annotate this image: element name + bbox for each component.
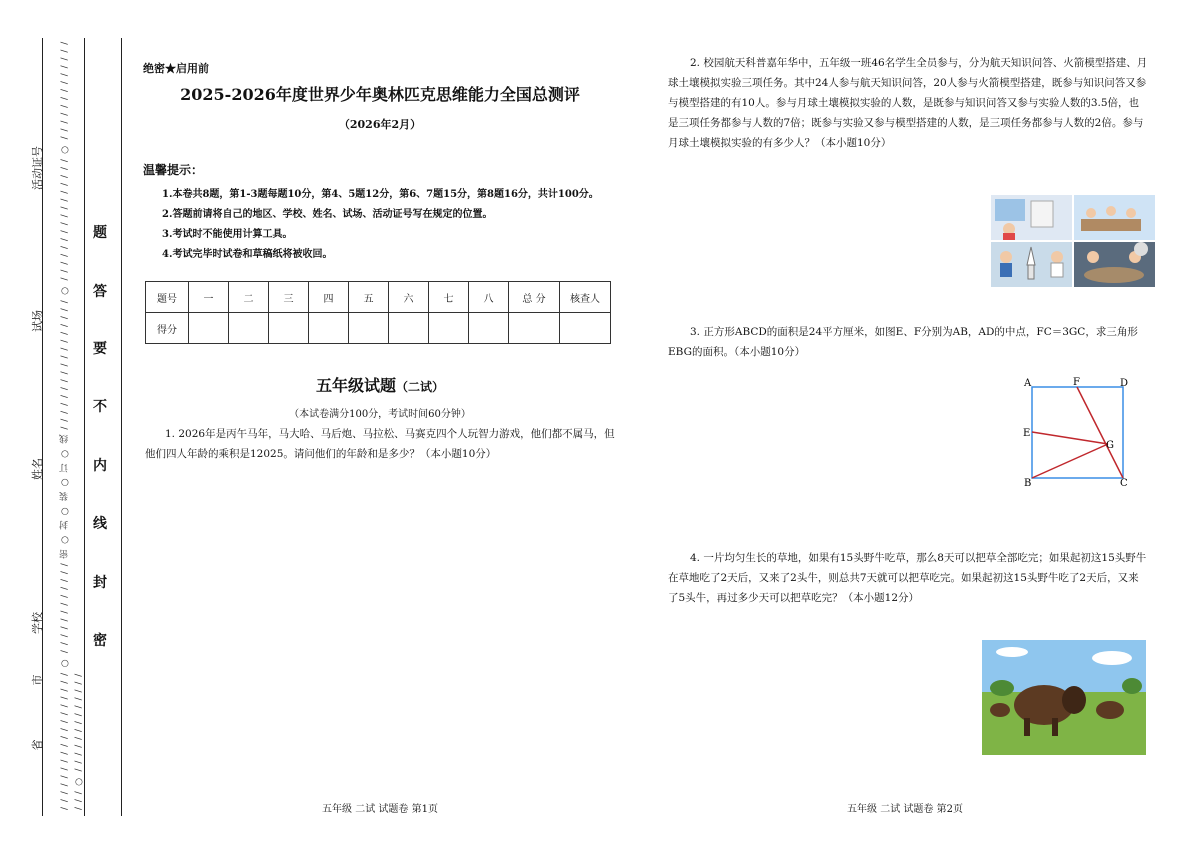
question-4: 4. 一片均匀生长的草地，如果有15头野牛吃草，那么8天可以把草全部吃完；如果起初这15头野牛在草地吃了2天后，又来了2头牛，则总共7天就可以把草吃完。如果起初这15头野牛吃了2天后，又来了5头牛，再过多少天可以把草吃完？（本小题12分） — [668, 552, 1147, 604]
field-venue-label: 试场 — [31, 310, 44, 332]
field-province-label: 省 — [31, 739, 44, 751]
label-b: B — [1024, 478, 1032, 489]
secret-mark: 绝密★启用前 — [143, 62, 209, 75]
exam-note: （本试卷满分100分，考试时间60分钟） — [289, 409, 471, 420]
table-header-cell: 三 — [269, 282, 309, 313]
bison-image — [982, 640, 1146, 755]
tips-list — [162, 185, 599, 265]
warning-char-5: 内 — [93, 458, 107, 474]
score-table — [145, 281, 611, 344]
field-school-label: 学校 — [31, 612, 44, 634]
table-row — [146, 313, 611, 344]
tip-item: 4.考试完毕时试卷和草稿纸将被收回。 — [162, 249, 333, 260]
question-3: 3. 正方形ABCD的面积是24平方厘米，如图E、F分别为AB，AD的中点，FC＝3GC，求三角形EBG的面积。（本小题10分） — [668, 326, 1138, 358]
page-footer-1: 五年级 二试 试题卷 第1页 — [322, 804, 438, 815]
square-figure — [1018, 374, 1138, 490]
exam-title — [145, 373, 615, 396]
tip-item: 3.考试时不能使用计算工具。 — [162, 229, 293, 240]
table-header-cell: 四 — [309, 282, 349, 313]
warning-char-4: 不 — [93, 399, 107, 415]
score-cell[interactable] — [309, 313, 349, 344]
exam-title-text: 五年级试题 — [315, 376, 396, 395]
label-c: C — [1120, 478, 1128, 489]
warning-char-3: 要 — [93, 341, 107, 357]
table-header-cell: 七 — [429, 282, 469, 313]
label-d: D — [1120, 378, 1129, 389]
tip-item: 2.答题前请将自己的地区、学校、姓名、试场、活动证号写在规定的位置。 — [162, 209, 493, 220]
question-1: 1. 2026年是丙午马年，马大哈、马后炮、马拉松、马赛克四个人玩智力游戏，他们都不属马，但他们四人年龄的乘积是12025。请问他们的年龄和是多少？（本小题10分） — [145, 428, 615, 460]
field-id-label: 活动证号 — [31, 146, 44, 190]
exam-round: （二试） — [396, 380, 445, 394]
tips-title: 温馨提示： — [143, 163, 204, 177]
segment-bg — [1032, 444, 1108, 478]
warning-char-2: 答 — [93, 284, 107, 300]
score-cell[interactable] — [389, 313, 429, 344]
table-header-cell: 六 — [389, 282, 429, 313]
segment-eg — [1032, 432, 1108, 444]
table-row-label: 得分 — [146, 313, 189, 344]
label-e: E — [1023, 428, 1031, 439]
bison-illustration — [982, 640, 1146, 755]
warning-char-7: 封 — [93, 575, 107, 591]
score-cell[interactable] — [269, 313, 309, 344]
page-footer-2: 五年级 二试 试题卷 第2页 — [847, 804, 963, 815]
segment-fc — [1077, 387, 1123, 478]
score-cell[interactable] — [469, 313, 509, 344]
score-cell[interactable] — [349, 313, 389, 344]
label-g: G — [1106, 440, 1114, 451]
space-activity-image — [991, 195, 1155, 287]
warning-char-6: 线 — [93, 516, 107, 532]
table-header-cell: 核查人 — [560, 282, 611, 313]
field-city-label: 市 — [31, 674, 44, 686]
question-2: 2. 校园航天科普嘉年华中，五年级一班46名学生全员参与，分为航天知识问答、火箭模型搭建、月球土壤模拟实验三项任务。其中24人参与航天知识问答，20人参与火箭模型搭建，既参与知识问答又参与模型搭建的有10人。参与月球土壤模拟实验的人数，是既参与知识问答又参与实验人数的3.5倍，也是三项任务都参与人数的7倍；既参与实验又参与模型搭建的人数，是三项任务都参与人数的2倍。参与月球土壤模拟实验的有多少人？（本小题10分） — [668, 57, 1148, 149]
score-cell[interactable] — [560, 313, 611, 344]
tip-item: 1.本卷共8题，第1-3题每题10分，第4、5题12分，第6、7题15分，第8题16分，共计100分。 — [162, 189, 599, 200]
exam-date: （2026年2月） — [338, 118, 422, 131]
table-header-cell: 五 — [349, 282, 389, 313]
table-header-row — [146, 282, 611, 313]
table-header-cell: 一 — [189, 282, 229, 313]
score-cell[interactable] — [189, 313, 229, 344]
score-cell[interactable] — [429, 313, 469, 344]
score-cell[interactable] — [509, 313, 560, 344]
table-header-cell: 题号 — [146, 282, 189, 313]
field-name-label: 姓名 — [31, 458, 44, 480]
label-f: F — [1073, 377, 1080, 388]
square-abcd — [1032, 387, 1123, 478]
seal-line: / / / / / / / / / / / / / / / / / / ○ / / / / / / / / / / / / 密 ○ 封 ○ 装 ○ 订 ○ 线 / / / / / / / / / / / / / / / / / ○ / / / / / / / / / / / / / / / / ○ / / / / / / / / / / / / / / / / ○ / / / / / / / / / / / / / — [60, 40, 84, 810]
table-header-cell: 总 分 — [509, 282, 560, 313]
score-cell[interactable] — [229, 313, 269, 344]
warning-char-8: 密 — [93, 633, 107, 649]
table-header-cell: 二 — [229, 282, 269, 313]
label-a: A — [1024, 378, 1032, 389]
table-header-cell: 八 — [469, 282, 509, 313]
page-title: 2025-2026年度世界少年奥林匹克思维能力全国总测评 — [180, 85, 580, 104]
warning-char-1: 题 — [93, 225, 107, 241]
space-activity-illustration — [991, 195, 1155, 287]
